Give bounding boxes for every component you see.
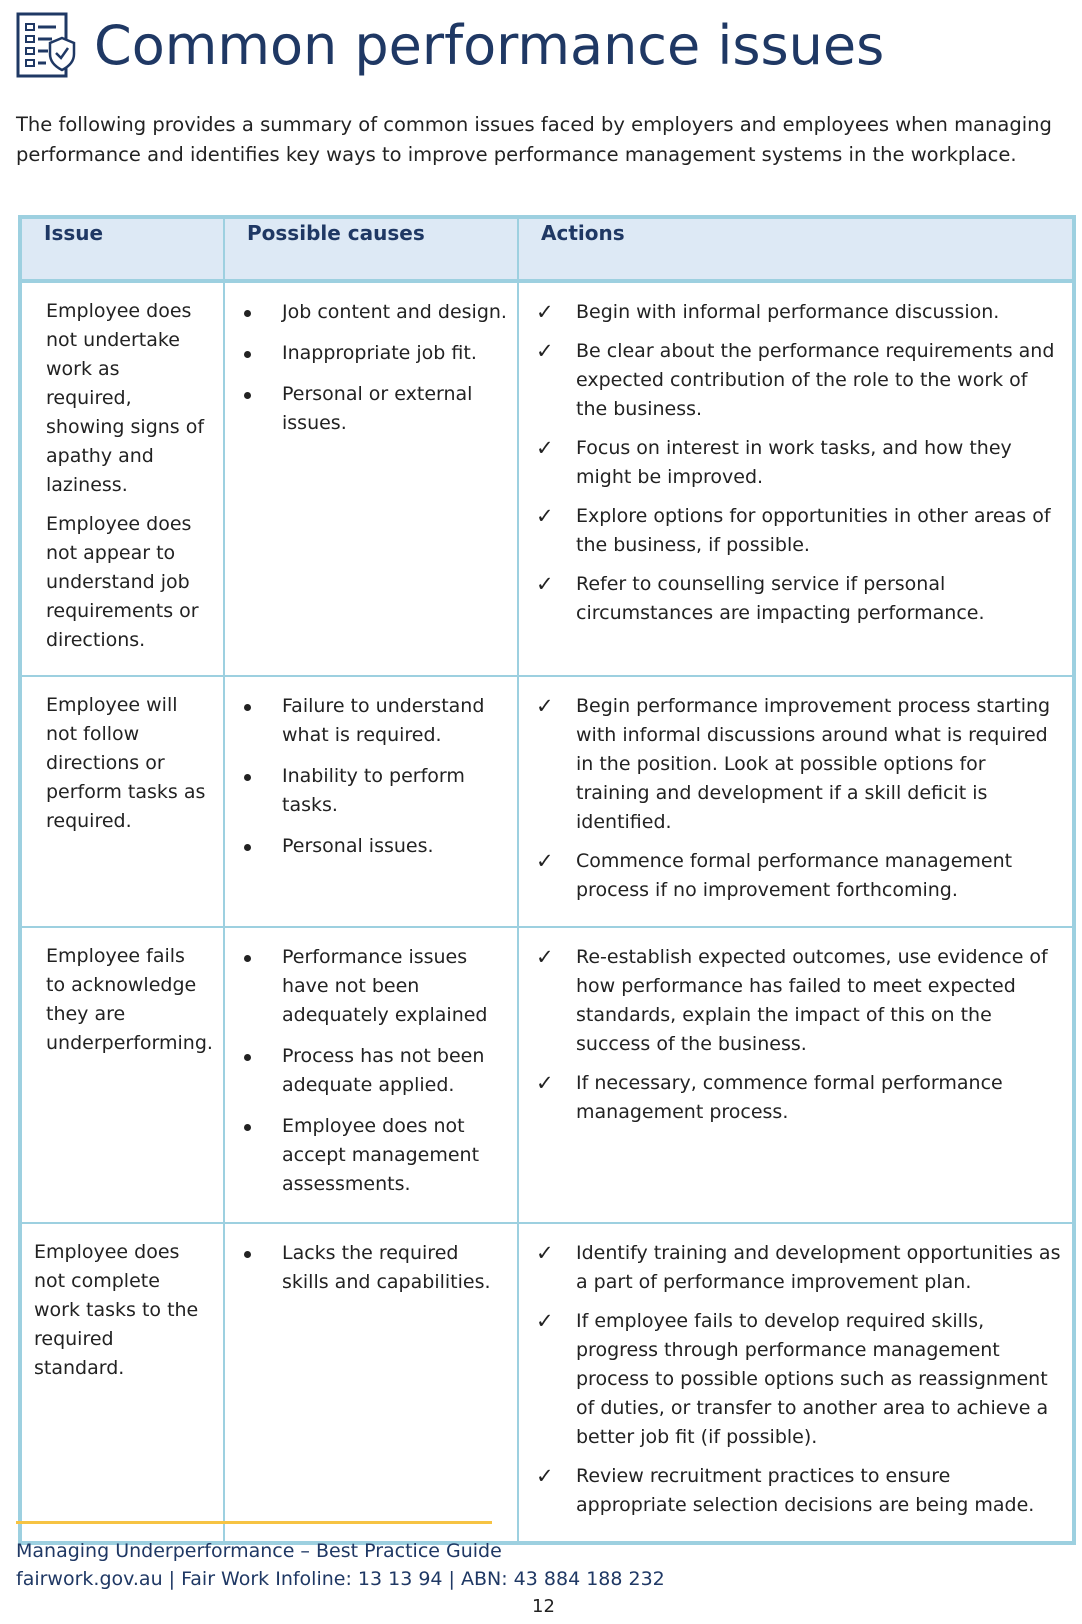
checkmark-icon: ✓ bbox=[536, 694, 554, 718]
bullet-icon bbox=[244, 1054, 251, 1061]
issue-cell bbox=[20, 1223, 224, 1543]
table-row bbox=[20, 927, 1074, 1223]
bullet-icon bbox=[244, 955, 251, 962]
cause-item: Inability to perform tasks. bbox=[240, 762, 508, 820]
checkmark-icon: ✓ bbox=[536, 1309, 554, 1333]
intro-paragraph: The following provides a summary of common issues faced by employers and employees when managing performance and identifies key ways to improve performance management systems in the workplace. bbox=[16, 113, 1052, 166]
bullet-icon bbox=[244, 1251, 251, 1258]
actions-cell bbox=[518, 927, 1074, 1223]
action-item: ✓ Refer to counselling service if personal circumstances are impacting performance. bbox=[536, 572, 985, 624]
action-item: ✓ Identify training and development opportunities as a part of performance improvement plan. bbox=[536, 1241, 1061, 1293]
footer-guide-title: Managing Underperformance – Best Practice Guide bbox=[16, 1540, 502, 1562]
column-header-issue: Issue bbox=[20, 217, 224, 281]
issue-cell bbox=[20, 927, 224, 1223]
actions-cell bbox=[518, 1223, 1074, 1543]
action-item: ✓ Commence formal performance management process if no improvement forthcoming. bbox=[536, 849, 1013, 901]
bullet-icon bbox=[244, 351, 251, 358]
cause-item: Process has not been adequate applied. bbox=[240, 1042, 508, 1100]
issue-text: Employee does not complete work tasks to the required standard. bbox=[34, 1241, 199, 1379]
checkmark-icon: ✓ bbox=[536, 1241, 554, 1265]
table-header-row bbox=[20, 217, 1074, 281]
table-row bbox=[20, 1223, 1074, 1543]
checkmark-icon: ✓ bbox=[536, 339, 554, 363]
action-item: ✓ Review recruitment practices to ensure appropriate selection decisions are being made. bbox=[536, 1464, 1035, 1516]
cause-item: Personal or external issues. bbox=[240, 380, 508, 438]
causes-cell bbox=[224, 927, 518, 1223]
action-item: ✓ Explore options for opportunities in other areas of the business, if possible. bbox=[536, 504, 1051, 556]
issue-text: Employee does not undertake work as required, showing signs of apathy and laziness. bbox=[46, 300, 205, 496]
bullet-icon bbox=[244, 774, 251, 781]
actions-cell bbox=[518, 676, 1074, 927]
checkmark-icon: ✓ bbox=[536, 572, 554, 596]
footer-contact: fairwork.gov.au | Fair Work Infoline: 13 13 94 | ABN: 43 884 188 232 bbox=[16, 1568, 665, 1590]
table-row bbox=[20, 281, 1074, 676]
actions-cell bbox=[518, 281, 1074, 676]
issue-text: Employee does not appear to understand job requirements or directions. bbox=[46, 513, 199, 651]
cause-item: Job content and design. bbox=[240, 298, 508, 327]
checkmark-icon: ✓ bbox=[536, 436, 554, 460]
causes-cell bbox=[224, 1223, 518, 1543]
column-header-actions: Actions bbox=[518, 217, 1074, 281]
issue-text: Employee will not follow directions or perform tasks as required. bbox=[46, 694, 206, 832]
checkmark-icon: ✓ bbox=[536, 849, 554, 873]
causes-cell bbox=[224, 281, 518, 676]
bullet-icon bbox=[244, 310, 251, 317]
table-row bbox=[20, 676, 1074, 927]
column-header-causes: Possible causes bbox=[224, 217, 518, 281]
checkmark-icon: ✓ bbox=[536, 504, 554, 528]
cause-item: Performance issues have not been adequately explained bbox=[240, 943, 508, 1030]
footer-divider bbox=[16, 1521, 492, 1524]
action-item: ✓ Begin performance improvement process starting with informal discussions around what is required in the position. Look at possible options for training and development if a skill deficit is identified. bbox=[536, 694, 1051, 833]
checkmark-icon: ✓ bbox=[536, 1464, 554, 1488]
action-item: ✓ Focus on interest in work tasks, and how they might be improved. bbox=[536, 436, 1012, 488]
cause-item: Personal issues. bbox=[240, 832, 508, 861]
cause-item: Inappropriate job fit. bbox=[240, 339, 508, 368]
causes-cell bbox=[224, 676, 518, 927]
bullet-icon bbox=[244, 1124, 251, 1131]
issues-table bbox=[18, 215, 1076, 1545]
checkmark-icon: ✓ bbox=[536, 945, 554, 969]
cause-item: Failure to understand what is required. bbox=[240, 692, 508, 750]
checklist-shield-icon bbox=[16, 12, 76, 80]
checkmark-icon: ✓ bbox=[536, 1071, 554, 1095]
issue-text: Employee fails to acknowledge they are underperforming. bbox=[46, 945, 213, 1054]
bullet-icon bbox=[244, 392, 251, 399]
action-item: ✓ Be clear about the performance requirements and expected contribution of the role to the work of the business. bbox=[536, 339, 1055, 420]
page-number: 12 bbox=[532, 1596, 555, 1617]
checkmark-icon: ✓ bbox=[536, 300, 554, 324]
issue-cell bbox=[20, 281, 224, 676]
action-item: ✓ Begin with informal performance discussion. bbox=[534, 298, 1063, 327]
action-item: ✓ Re-establish expected outcomes, use evidence of how performance has failed to meet expected standards, explain the impact of this on the success of the business. bbox=[536, 945, 1048, 1055]
action-item: ✓ If employee fails to develop required skills, progress through performance management process to possible options such as reassignment of duties, or transfer to another area to achieve a better job fit (if possible). bbox=[536, 1309, 1049, 1448]
action-item: ✓ If necessary, commence formal performance management process. bbox=[536, 1071, 1003, 1123]
bullet-icon bbox=[244, 844, 251, 851]
bullet-icon bbox=[244, 704, 251, 711]
cause-item: Lacks the required skills and capabilities. bbox=[240, 1239, 508, 1297]
page-title: Common performance issues bbox=[94, 14, 885, 77]
issue-cell bbox=[20, 676, 224, 927]
cause-item: Employee does not accept management assessments. bbox=[240, 1112, 508, 1199]
page-header bbox=[16, 8, 1066, 88]
